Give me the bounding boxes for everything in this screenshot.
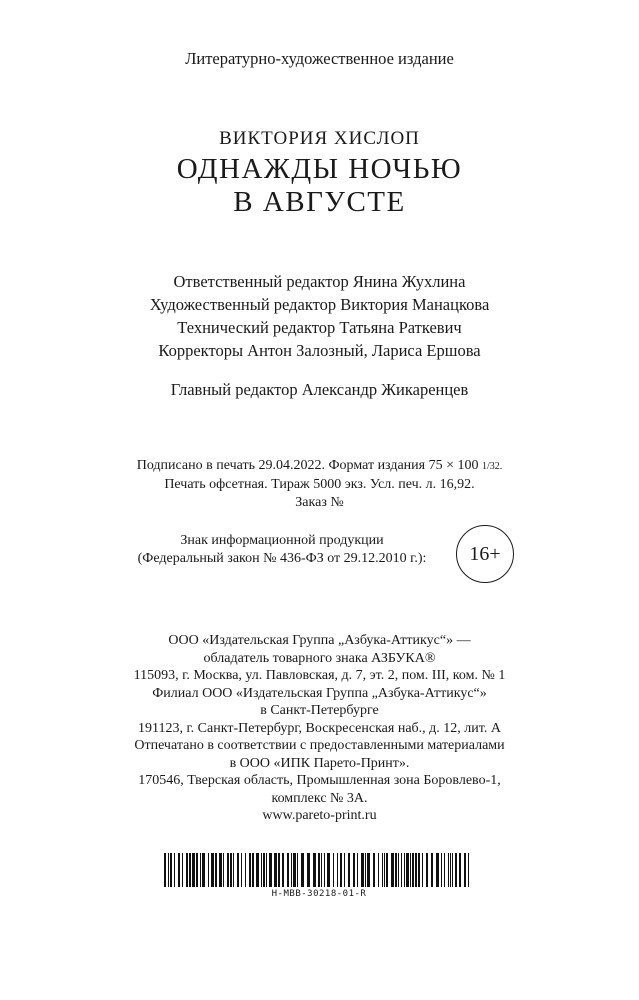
editor-line: Технический редактор Татьяна Раткевич (177, 318, 462, 337)
print-info-line-3: Заказ № (295, 495, 344, 510)
barcode-bar (327, 853, 330, 887)
barcode-bar (301, 853, 304, 887)
barcode-bar (398, 853, 399, 887)
barcode-bar (455, 853, 457, 887)
print-format-fraction: 1/32. (482, 461, 503, 472)
barcode-bar (164, 853, 166, 887)
barcode-bar (324, 853, 325, 887)
barcode-bar (297, 853, 298, 887)
barcode-bar (367, 853, 370, 887)
book-title (0, 153, 639, 219)
barcode-bar (269, 853, 272, 887)
barcode-bar (361, 853, 364, 887)
barcode-bar (219, 853, 222, 887)
barcode-bar (313, 853, 316, 887)
barcode-bar (410, 853, 411, 887)
barcode-bar (174, 853, 175, 887)
title-line-1: ОДНАЖДЫ НОЧЬЮ (176, 153, 463, 185)
barcode-bar (340, 853, 342, 887)
age-rating-badge: 16+ (456, 525, 514, 583)
barcode-bar (452, 853, 453, 887)
barcode-bar (282, 853, 284, 887)
barcode-bar (170, 853, 172, 887)
barcode-bar (386, 853, 388, 887)
barcode-bar (189, 853, 191, 887)
barcode-bar (459, 853, 461, 887)
barcode-bar (395, 853, 397, 887)
barcode-bar (192, 853, 195, 887)
barcode-bar (412, 853, 414, 887)
barcode-bar (287, 853, 289, 887)
barcode-bar (378, 853, 379, 887)
barcode-bar (168, 853, 169, 887)
publisher-website: www.pareto-print.ru (262, 808, 377, 823)
barcode-bar (252, 853, 254, 887)
barcode-bar (450, 853, 451, 887)
barcode-bar (293, 853, 296, 887)
print-info (0, 457, 639, 512)
barcode-bar (278, 853, 280, 887)
barcode-bar (200, 853, 201, 887)
publisher-line: обладатель товарного знака АЗБУКА® (203, 650, 436, 666)
barcode-bar (186, 853, 188, 887)
barcode-bar (241, 853, 242, 887)
barcode-bar (468, 853, 469, 887)
title-line-2: В АВГУСТЕ (233, 186, 406, 218)
barcode-bar (223, 853, 224, 887)
barcode-bar (202, 853, 205, 887)
publisher-line: ООО «Издательская Группа „Азбука-Аттикус“» — (168, 633, 471, 648)
barcode-bar (291, 853, 292, 887)
barcode-bar (344, 853, 345, 887)
barcode-bar (230, 853, 232, 887)
barcode-bar (365, 853, 366, 887)
info-sign (118, 532, 446, 568)
editor-line: Корректоры Антон Залозный, Лариса Ершова (158, 341, 481, 360)
barcode-bar (357, 853, 358, 887)
barcode-bar (337, 853, 338, 887)
barcode-bar (391, 853, 394, 887)
barcode-bar (215, 853, 217, 887)
author-name: ВИКТОРИЯ ХИСЛОП (219, 128, 420, 149)
barcode-text: H-MBB-30218-01-R (271, 889, 367, 899)
barcode-bar (266, 853, 267, 887)
barcode-bar (245, 853, 246, 887)
print-info-line-2: Печать офсетная. Тираж 5000 экз. Усл. печ. л. 16,92. (164, 477, 475, 492)
publisher-line: в Санкт-Петербурге (260, 703, 379, 718)
publisher-line: 191123, г. Санкт-Петербург, Воскресенская наб., д. 12, лит. А (138, 720, 501, 736)
barcode-bar (182, 853, 183, 887)
barcode-bar (321, 853, 322, 887)
barcode-bar (441, 853, 442, 887)
barcode-bar (274, 853, 277, 887)
barcode-bar (415, 853, 417, 887)
print-format: Подписано в печать 29.04.2022. Формат издания 75 × 100 (136, 458, 479, 473)
barcode-bar (261, 853, 262, 887)
publisher-line: в ООО «ИПК Парето-Принт». (229, 755, 410, 771)
chief-editor: Главный редактор Александр Жикаренцев (170, 380, 469, 399)
barcode-bar (227, 853, 229, 887)
barcode-bar (263, 853, 265, 887)
barcode-bar (436, 853, 439, 887)
barcode-bar (196, 853, 198, 887)
barcode-bar (348, 853, 350, 887)
barcode-bar (444, 853, 445, 887)
barcode-bar (431, 853, 433, 887)
editor-line: Художественный редактор Виктория Манацкова (149, 295, 490, 314)
publisher-line: Отпечатано в соответствии с предоставленными материалами (134, 738, 505, 753)
barcode-bar (406, 853, 409, 887)
barcode-bar (401, 853, 402, 887)
info-sign-line-2: (Федеральный закон № 436-ФЗ от 29.12.2010 г.): (137, 551, 427, 566)
publisher-info (0, 632, 639, 825)
barcode-bar (373, 853, 375, 887)
publisher-line: Филиал ООО «Издательская Группа „Азбука-Аттикус“» (152, 685, 487, 701)
barcode-bar (418, 853, 420, 887)
barcode-bar (249, 853, 251, 887)
editor-line: Ответственный редактор Янина Жухлина (173, 272, 466, 291)
barcode-bar (382, 853, 383, 887)
publisher-line: 115093, г. Москва, ул. Павловская, д. 7, эт. 2, пом. III, ком. № 1 (133, 668, 506, 683)
barcode-bar (353, 853, 355, 887)
barcode-bar (178, 853, 180, 887)
barcode-bar (384, 853, 385, 887)
barcode-bar (211, 853, 214, 887)
barcode-bar (404, 853, 405, 887)
barcode-bar (422, 853, 423, 887)
barcode-bar (464, 853, 466, 887)
barcode-bar (426, 853, 428, 887)
info-sign-line-1: Знак информационной продукции (180, 533, 384, 548)
barcode-bar (333, 853, 334, 887)
barcode-bar (448, 853, 449, 887)
barcode (164, 853, 474, 887)
barcode-bar (237, 853, 239, 887)
print-info-line-1 (0, 457, 639, 476)
editors-list (0, 270, 639, 362)
genre-label: Литературно-художественное издание (185, 49, 454, 68)
barcode-bar (233, 853, 234, 887)
publisher-line: 170546, Тверская область, Промышленная зона Боровлево-1, (138, 773, 501, 788)
publisher-line: комплекс № 3А. (271, 790, 368, 806)
barcode-bar (256, 853, 259, 887)
barcode-bar (208, 853, 209, 887)
barcode-bar (318, 853, 320, 887)
barcode-bar (307, 853, 310, 887)
